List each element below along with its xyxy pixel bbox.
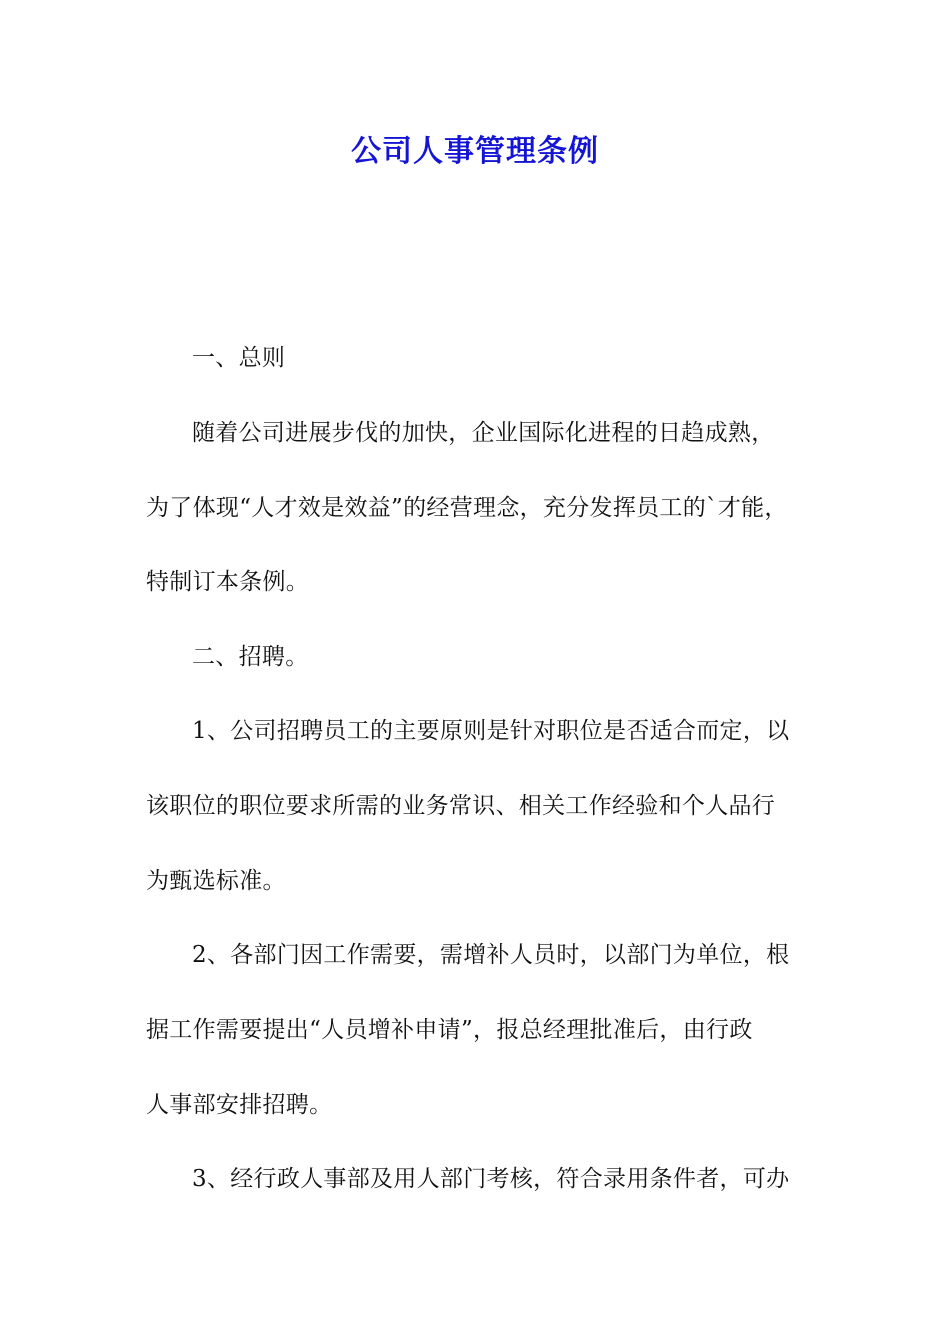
paragraph-line: 2、各部门因工作需要，需增补人员时，以部门为单位，根 — [192, 942, 790, 968]
section-heading-recruitment: 二、招聘。 — [192, 644, 309, 670]
paragraph-line: 3、经行政人事部及用人部门考核，符合录用条件者，可办 — [192, 1166, 790, 1192]
document-title: 公司人事管理条例 — [351, 134, 599, 169]
paragraph-line: 特制订本条例。 — [146, 569, 310, 595]
section-heading-general: 一、总则 — [192, 345, 286, 371]
paragraph-line: 该职位的职位要求所需的业务常识、相关工作经验和个人品行 — [146, 793, 776, 819]
paragraph-line: 1、公司招聘员工的主要原则是针对职位是否适合而定，以 — [192, 718, 790, 744]
paragraph-line: 人事部安排招聘。 — [146, 1092, 333, 1118]
paragraph-line: 随着公司进展步伐的加快，企业国际化进程的日趋成熟， — [192, 420, 775, 446]
paragraph-line: 为甄选标准。 — [146, 868, 286, 894]
paragraph-line: 据工作需要提出“人员增补申请”，报总经理批准后，由行政 — [146, 1017, 753, 1043]
paragraph-line: 为了体现“人才效是效益”的经营理念，充分发挥员工的`才能， — [146, 495, 788, 521]
